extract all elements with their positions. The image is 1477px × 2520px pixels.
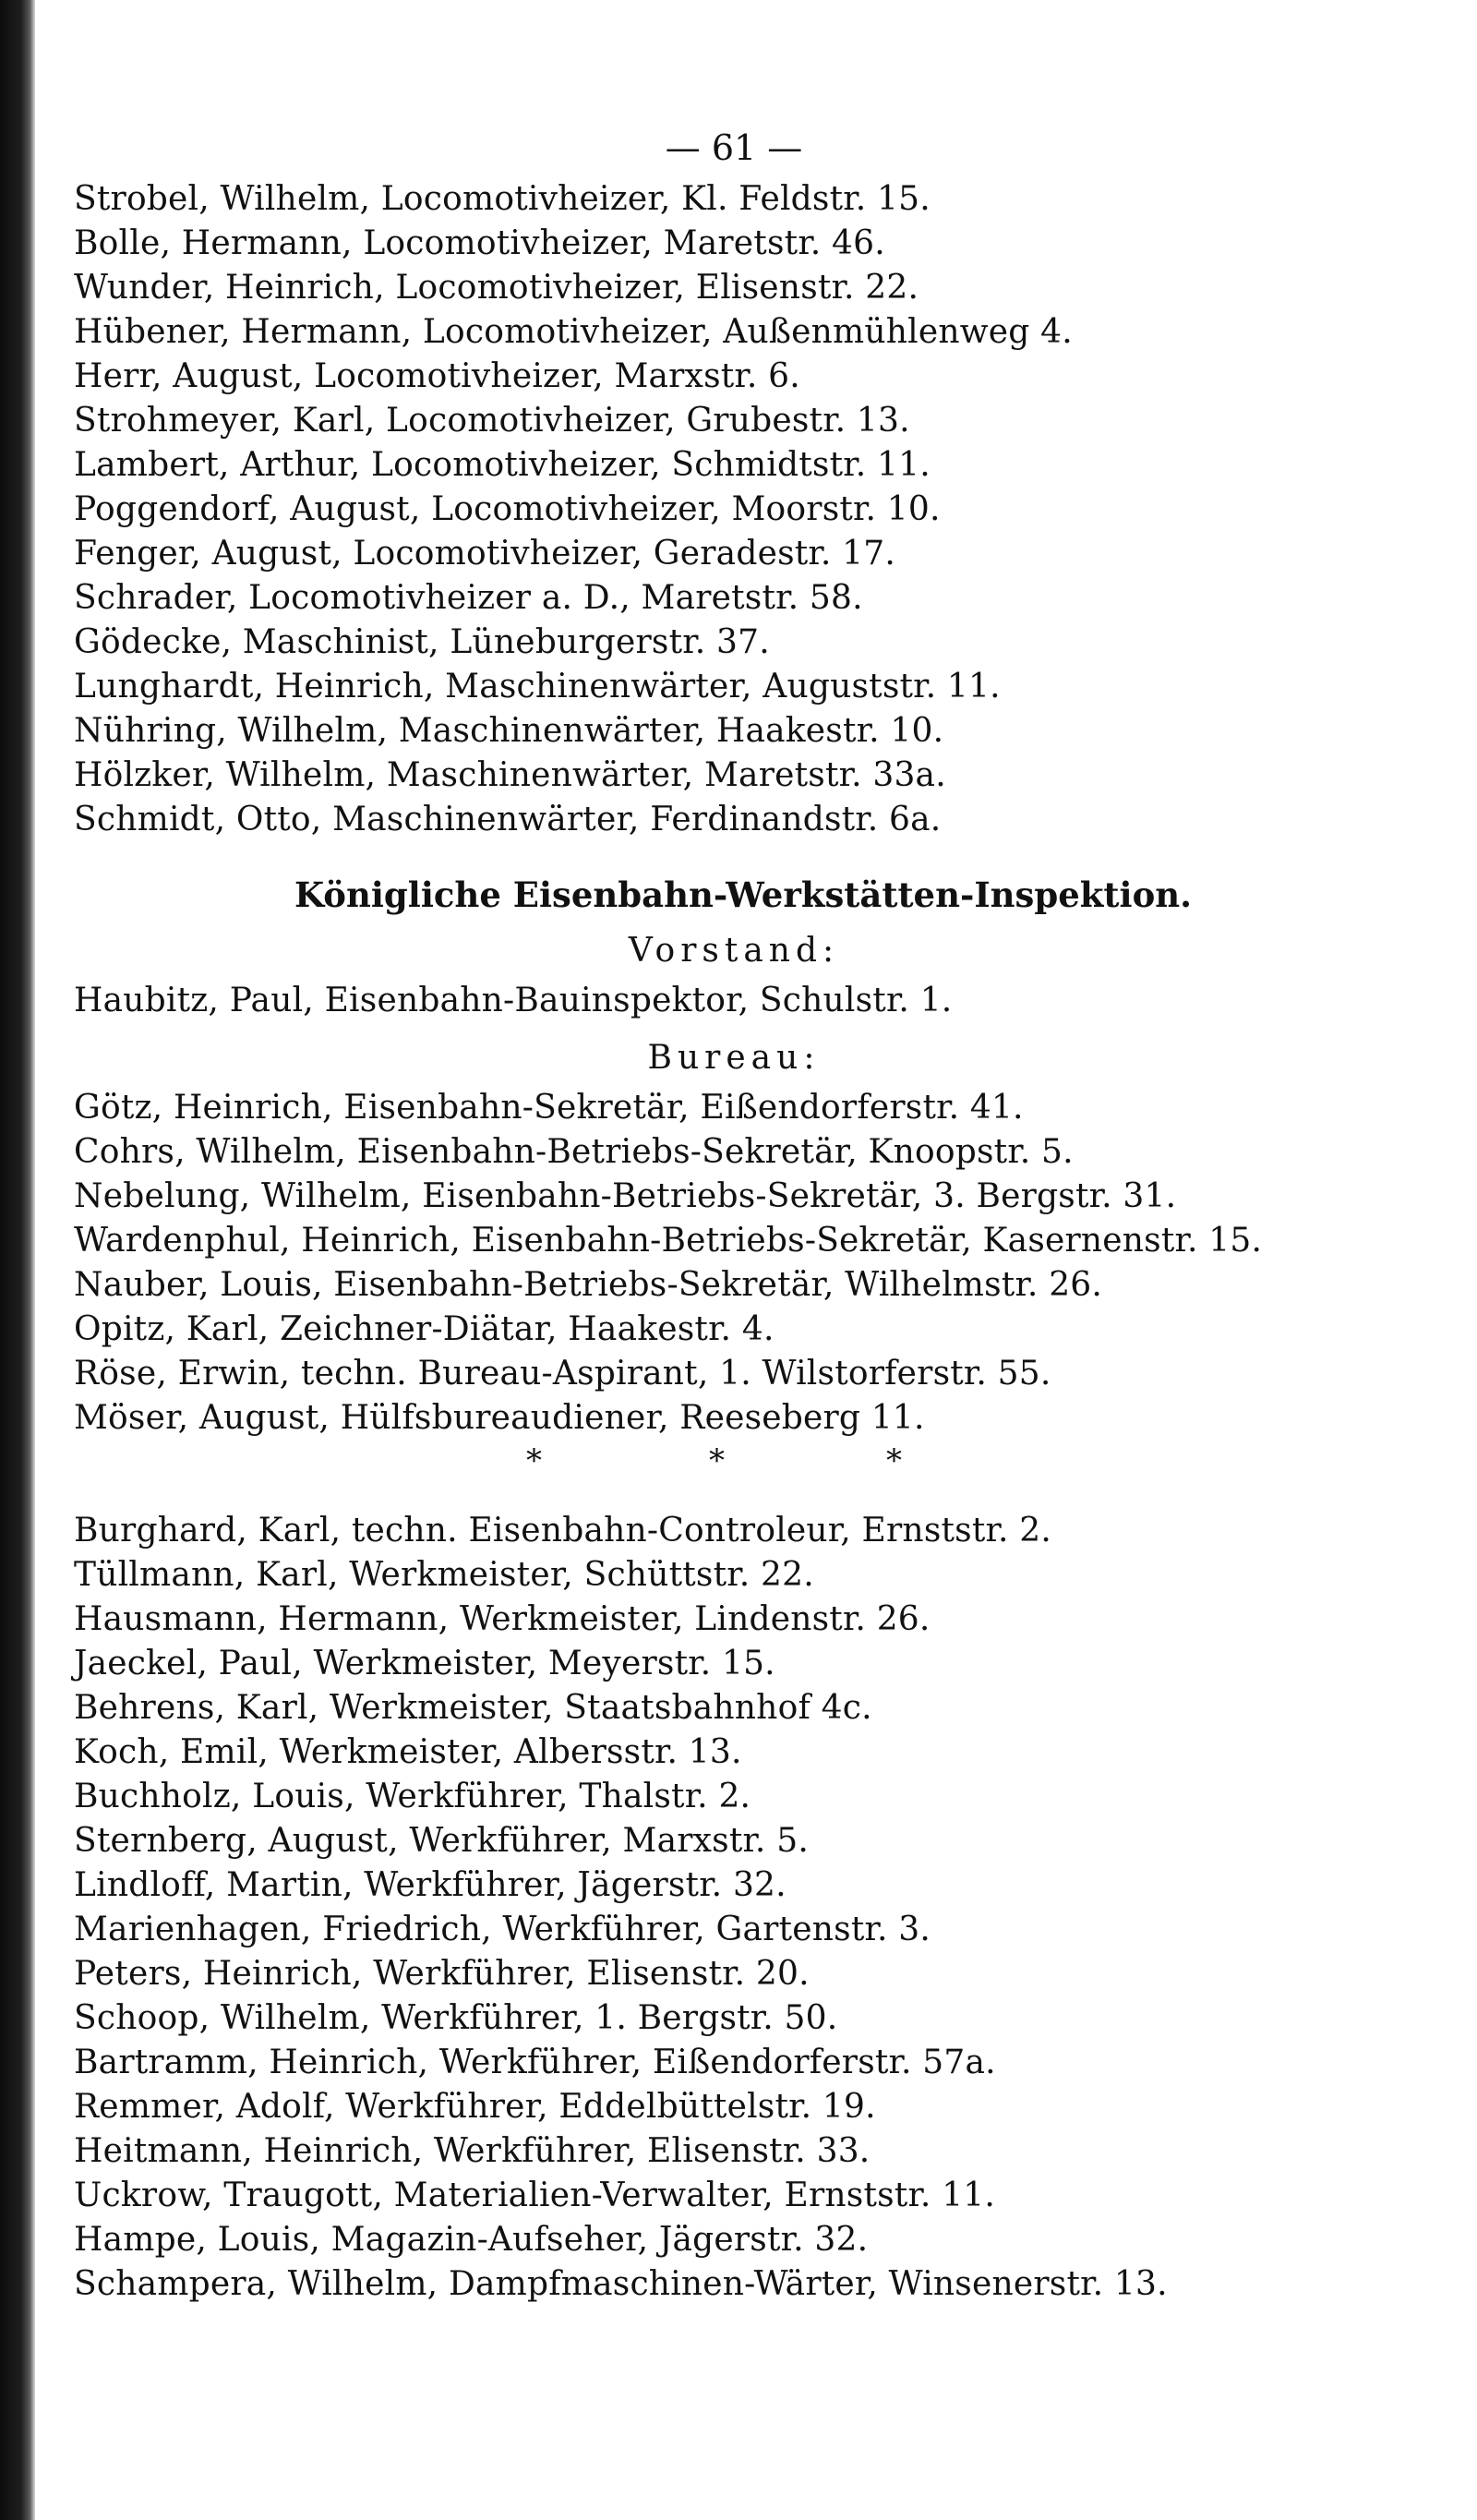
directory-entry: Sternberg, August, Werkführer, Marxstr. 5. [74, 1822, 809, 1860]
separator-star: * [886, 1442, 902, 1479]
directory-entry: Jaeckel, Paul, Werkmeister, Meyerstr. 15. [74, 1645, 775, 1682]
subheading-vorstand: Vorstand: [628, 932, 840, 970]
directory-entry: Buchholz, Louis, Werkführer, Thalstr. 2. [74, 1778, 751, 1815]
star-separator [74, 1441, 1449, 1481]
section-title: Königliche Eisenbahn-Werkstätten-Inspektion. [294, 874, 1193, 915]
directory-entry: Möser, August, Hülfsbureaudiener, Reeseberg 11. [74, 1399, 925, 1437]
separator-star: * [709, 1442, 725, 1479]
directory-entry: Schoop, Wilhelm, Werkführer, 1. Bergstr. 50. [74, 1999, 838, 2037]
directory-entry: Lindloff, Martin, Werkführer, Jägerstr. 32. [74, 1866, 787, 1904]
directory-entry: Fenger, August, Locomotivheizer, Geradestr. 17. [74, 535, 896, 573]
directory-entry: Götz, Heinrich, Eisenbahn-Sekretär, Eißendorferstr. 41. [74, 1089, 1024, 1127]
directory-entry: Peters, Heinrich, Werkführer, Elisenstr. 20. [74, 1955, 810, 1993]
directory-entry: Uckrow, Traugott, Materialien-Verwalter, Ernststr. 11. [74, 2176, 996, 2214]
directory-entry: Marienhagen, Friedrich, Werkführer, Gartenstr. 3. [74, 1911, 931, 1948]
directory-entry: Tüllmann, Karl, Werkmeister, Schüttstr. 22. [74, 1556, 814, 1594]
directory-entry: Nühring, Wilhelm, Maschinenwärter, Haakestr. 10. [74, 712, 944, 750]
directory-entry: Schrader, Locomotivheizer a. D., Maretstr. 58. [74, 579, 863, 617]
directory-entry: Wardenphul, Heinrich, Eisenbahn-Betriebs-Sekretär, Kasernenstr. 15. [74, 1222, 1263, 1260]
directory-entry: Lambert, Arthur, Locomotivheizer, Schmidtstr. 11. [74, 446, 931, 484]
directory-entry: Nebelung, Wilhelm, Eisenbahn-Betriebs-Sekretär, 3. Bergstr. 31. [74, 1177, 1177, 1215]
entries-locomotive-staff [74, 177, 1449, 842]
separator-star: * [526, 1442, 542, 1479]
directory-entry: Strobel, Wilhelm, Locomotivheizer, Kl. Feldstr. 15. [74, 180, 931, 218]
directory-entry: Hausmann, Hermann, Werkmeister, Lindenstr. 26. [74, 1600, 931, 1638]
directory-entry: Schmidt, Otto, Maschinenwärter, Ferdinandstr. 6a. [74, 801, 942, 838]
directory-entry: Remmer, Adolf, Werkführer, Eddelbüttelstr. 19. [74, 2088, 876, 2126]
directory-entry: Hübener, Hermann, Locomotivheizer, Außenmühlenweg 4. [74, 313, 1073, 351]
directory-entry: Röse, Erwin, techn. Bureau-Aspirant, 1. Wilstorferstr. 55. [74, 1355, 1051, 1393]
directory-entry: Wunder, Heinrich, Locomotivheizer, Elisenstr. 22. [74, 269, 919, 307]
directory-entry: Gödecke, Maschinist, Lüneburgerstr. 37. [74, 623, 770, 661]
directory-entry: Lunghardt, Heinrich, Maschinenwärter, Auguststr. 11. [74, 668, 1001, 705]
directory-entry: Hölzker, Wilhelm, Maschinenwärter, Maretstr. 33a. [74, 756, 946, 794]
directory-entry: Opitz, Karl, Zeichner-Diätar, Haakestr. 4. [74, 1310, 775, 1348]
directory-entry: Koch, Emil, Werkmeister, Albersstr. 13. [74, 1733, 742, 1771]
page-text [74, 118, 1449, 2307]
directory-entry: Burghard, Karl, techn. Eisenbahn-Controleur, Ernststr. 2. [74, 1512, 1051, 1549]
directory-entry: Poggendorf, August, Locomotivheizer, Moorstr. 10. [74, 490, 941, 528]
subheading-bureau: Bureau: [647, 1039, 821, 1077]
directory-entry: Cohrs, Wilhelm, Eisenbahn-Betriebs-Sekretär, Knoopstr. 5. [74, 1133, 1074, 1171]
book-binding-edge [0, 0, 35, 2520]
entries-workshop [74, 1509, 1449, 2307]
directory-entry: Haubitz, Paul, Eisenbahn-Bauinspektor, Schulstr. 1. [74, 982, 953, 1019]
entries-bureau [74, 1086, 1449, 1441]
directory-entry: Heitmann, Heinrich, Werkführer, Elisenstr. 33. [74, 2132, 871, 2170]
directory-entry: Schampera, Wilhelm, Dampfmaschinen-Wärter, Winsenerstr. 13. [74, 2265, 1168, 2303]
page-number: — 61 — [665, 127, 803, 168]
directory-entry: Strohmeyer, Karl, Locomotivheizer, Grubestr. 13. [74, 402, 910, 440]
directory-entry: Herr, August, Locomotivheizer, Marxstr. 6. [74, 357, 800, 395]
directory-entry: Bartramm, Heinrich, Werkführer, Eißendorferstr. 57a. [74, 2044, 996, 2081]
directory-entry: Hampe, Louis, Magazin-Aufseher, Jägerstr. 32. [74, 2221, 869, 2259]
directory-entry: Nauber, Louis, Eisenbahn-Betriebs-Sekretär, Wilhelmstr. 26. [74, 1266, 1103, 1304]
directory-entry: Bolle, Hermann, Locomotivheizer, Maretstr. 46. [74, 224, 885, 262]
directory-entry: Behrens, Karl, Werkmeister, Staatsbahnhof 4c. [74, 1689, 872, 1727]
